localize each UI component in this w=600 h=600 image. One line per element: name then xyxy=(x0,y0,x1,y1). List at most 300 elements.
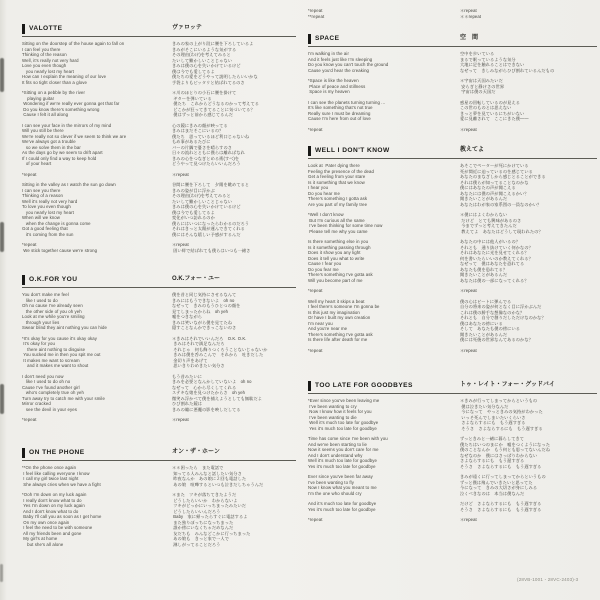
lyric-line: ＊repeat xyxy=(460,288,477,293)
lyric-line: あそこでペーターが死にかけている xyxy=(460,163,529,168)
stanza xyxy=(308,163,456,207)
lyric-line: それじゃ 何も飾りつくろうことないじゃないか xyxy=(172,346,268,352)
lyric-line: きみの家の上がり段に腰を下ろしているよ xyxy=(172,41,254,46)
lyric-line: All my friends been and gone xyxy=(22,530,82,536)
lyrics-ja xyxy=(460,8,597,19)
lyric-line: *Well I don't know xyxy=(308,212,344,217)
lyric-line: 僕は今でも愛してるよ xyxy=(172,68,215,74)
lyric-line: like I used to do oh no xyxy=(22,379,71,384)
lyric-line: Does it tell you what to write xyxy=(308,255,365,261)
lyric-line: It makes me want to scream xyxy=(22,357,80,363)
lyric-line: ＊repeat xyxy=(460,8,477,13)
lyric-line: 友だちも みんなどこかに行っちまった xyxy=(172,530,251,536)
lyric-line: And I don't understand why xyxy=(308,452,363,458)
lyric-line: but she's all alone xyxy=(22,541,64,547)
lyric-line: 今になって きみの大切さが身にしみる xyxy=(460,485,538,490)
lyric-line: *Sitting on a pebble by the river xyxy=(22,90,86,95)
lyric-line: 安らぎと静けさの世界 xyxy=(460,83,505,89)
lyric-line: see the devil in your eyes xyxy=(22,406,77,412)
lyric-line: ギターを弾いている xyxy=(172,95,212,101)
lyric-line: I can see your face in the mirrors of my mind xyxy=(22,122,112,128)
lyric-line: ＊宇宙は天国みたいだ xyxy=(460,78,503,83)
lyric-line: さよならするにも もう遅すぎる xyxy=(460,420,526,425)
lyric-line: Well it's much too late for goodbye xyxy=(308,420,379,425)
stanza xyxy=(22,374,170,413)
stanza xyxy=(172,417,309,423)
lyric-line: I've been wanting to fly xyxy=(308,479,354,485)
song-section-valotte xyxy=(22,24,296,253)
stanza xyxy=(308,299,456,343)
lyric-line: それとも 通り抜けていく何かなの？ xyxy=(460,244,533,250)
title-bar-icon xyxy=(22,448,25,458)
lyric-line: We're really not so clever if we seem to think we are xyxy=(22,133,127,139)
lyric-line: それとも 自分で創りだしただけなのかな？ xyxy=(460,315,546,320)
lyric-line: I feel like calling everyone I know xyxy=(22,470,90,476)
lyric-line: Now I know how it feels for you xyxy=(308,409,372,414)
lyric-line: Sitting in the valley as I watch the sun go down xyxy=(22,182,116,187)
stanza xyxy=(308,8,456,19)
stanza xyxy=(22,465,170,487)
title-bar-icon xyxy=(22,275,25,285)
lyrics-en xyxy=(308,8,456,19)
lyric-line: 知ってる人みんなと話したい気分さ xyxy=(172,470,242,476)
lyric-line: And we've been starting to lie xyxy=(308,441,367,447)
lyric-line: あなたは僕の一部になってくれる？ xyxy=(460,277,529,283)
lyric-line: 谷間に腰を下ろして 夕陽を眺めてると xyxy=(172,182,250,187)
lyric-line: 大地に足を触れることはできない xyxy=(460,62,525,67)
lyric-line: playing guitar xyxy=(22,95,55,101)
lyric-line: *It's okay for you cause it's okay okay xyxy=(22,335,98,341)
lyric-line: 僕のことなんか もう何とも思ってないんだね xyxy=(460,447,551,452)
lyric-line: it's coming from the sun xyxy=(22,231,74,237)
stanza xyxy=(22,336,170,369)
lyric-line: 僕にはあなたの声が聞こえる xyxy=(460,185,516,190)
lyrics-ja xyxy=(172,292,309,423)
lyric-line: 嘘をつきながら xyxy=(172,314,203,319)
lyric-line: 僕にはそんな嬉しい予感がするんだ xyxy=(172,231,241,237)
lyric-line: It's like something that's not true xyxy=(308,105,373,110)
lyric-line: 僕は今でも愛してるよ xyxy=(172,209,215,215)
stanza xyxy=(308,501,456,512)
lyric-line: ＊きみはそれでいいんだろ O.K. O.K. xyxy=(172,335,247,341)
lyrics-ja xyxy=(460,163,597,353)
title-bar-icon xyxy=(308,381,311,391)
stanza xyxy=(460,474,597,496)
lyric-line: もめ事があるたびに xyxy=(172,139,211,144)
lyric-line: I really don't know what to do xyxy=(22,497,82,503)
lyric-line: なぜなのか 僕にはさっぱりわからない xyxy=(460,452,538,458)
song-header xyxy=(308,34,597,47)
lyric-line: I call my girl twice last night xyxy=(22,476,79,481)
lyric-line: その理由(わけ)を考えてみると xyxy=(172,193,231,198)
song-title-en: VALOTTE xyxy=(29,25,63,32)
lyric-line: Is it something that we know xyxy=(308,179,365,185)
lyric-line: How can I explain the meaning of our love xyxy=(22,74,107,79)
lyric-line: Oh no cause I've already seen xyxy=(22,303,83,308)
stanza xyxy=(172,492,309,547)
stanza xyxy=(22,41,170,85)
lyric-line: だけど さよならするにも もう遅すぎる xyxy=(460,501,542,506)
stanza xyxy=(460,212,597,234)
stanza xyxy=(460,100,597,122)
lyric-line: It fits so tight closer than a glove xyxy=(22,79,87,85)
lyric-line: きみはまだそこにいるの？ xyxy=(172,128,224,133)
lyrics-en xyxy=(22,292,170,423)
lyric-line: Now it seems you don't care for me xyxy=(308,447,379,452)
lyric-line: きみは僕の心を失いかけているけど xyxy=(172,204,241,209)
song-header xyxy=(22,275,296,288)
lyric-line: We've always got a trouble xyxy=(22,139,76,144)
lyric-line: Well, it's really not very hard xyxy=(22,57,79,63)
lyric-line: 今になって やっときみの気持がわかった xyxy=(460,409,543,414)
lyric-line: I'm near you xyxy=(308,320,333,326)
lyric-line: ＊また ツキが落ちてきたようだ xyxy=(172,492,237,497)
lyric-line: And I don't know what to do xyxy=(22,508,79,514)
lyric-line: 僕は泣きたい気分なんだ xyxy=(460,403,509,409)
stanza xyxy=(172,182,309,237)
lyric-line: Space is my heaven xyxy=(308,89,350,94)
stanza xyxy=(172,465,309,487)
lyric-line: Swear blind they aint nothing you can hide xyxy=(22,325,107,330)
lyric-line: 僕には死後の世界なんてあるのかな？ xyxy=(460,337,533,342)
lyric-line: どうしたらいいんだろう xyxy=(172,508,221,514)
stanza xyxy=(308,398,456,431)
lyric-line: *repeat xyxy=(308,288,323,293)
lyric-line: ＊＊困ったら また電話で xyxy=(172,465,224,470)
lyric-line: 変化がいつ訪れるのか xyxy=(172,215,215,220)
lyric-line: Get a feeling from your stare xyxy=(308,174,366,179)
lyric-line: Cause I've found another girl xyxy=(22,384,80,390)
stanza xyxy=(22,172,170,178)
lyric-line: 僕たち 思っているほど利口じゃないね xyxy=(172,133,250,139)
lyric-line: 教えてよ あなたはどうして現われたの？ xyxy=(460,228,543,234)
lyrics-en xyxy=(22,465,170,547)
stanza xyxy=(308,212,456,234)
lyric-line: きみの瞳に悪魔の影を映しだしてる xyxy=(172,406,241,412)
song-section-space xyxy=(308,34,597,132)
song-header xyxy=(308,146,597,159)
catalog-number: (28VB-1001・28VC-2403)-3 xyxy=(517,577,579,582)
lyric-line: これは僕の勝手な想像なのかな？ xyxy=(460,309,525,315)
lyric-line: I don't need you now xyxy=(22,373,64,379)
lyric-line: その理由(わけ)を考えてみると xyxy=(172,52,231,57)
lyric-line: She always cries when we have a fight xyxy=(22,481,101,487)
lyric-line: There's something I've gotta ask xyxy=(308,272,373,277)
lyric-line: ＊repeat xyxy=(172,242,189,247)
lyric-line: 思いきりわめきたい気分さ xyxy=(172,363,225,368)
stanza xyxy=(460,127,597,133)
lyric-line: なぜって きしみながらひび割れているんだもの xyxy=(460,67,555,73)
lyric-line: I can feel you there xyxy=(22,46,61,52)
lyric-line: そして あなたも僕の傍にいる xyxy=(460,326,521,331)
lyrics-ja xyxy=(172,41,309,253)
lyrics-en xyxy=(308,51,456,132)
lyric-line: きみが遠くに行ってしまってからというもの xyxy=(460,474,546,479)
lyric-line: Will you still be there xyxy=(22,128,64,133)
lyric-line: Well it's really not very hard xyxy=(22,198,78,204)
title-bar-icon xyxy=(22,24,25,34)
lyric-line: あなたには僕の声が聞こえるかい？ xyxy=(460,190,529,196)
lyric-line: *Ooh I'm down on my luck again xyxy=(22,492,87,497)
lyric-line: Now I know what you meant to me xyxy=(308,485,377,490)
lyric-line: I'm walking in the air xyxy=(308,51,349,56)
lyric-line: ひび割れた鏡は xyxy=(172,401,203,406)
lyric-line: Do you fear me xyxy=(308,266,339,272)
stanza xyxy=(308,239,456,283)
lyric-line: さよならするにも もう遅すぎる xyxy=(460,458,525,463)
lyric-line: who's completely true oh yeh xyxy=(22,390,84,395)
lyric-line: the other side of you oh yeh xyxy=(22,308,82,314)
lyric-line: きみの心をつなぎとめる術(すべ)を xyxy=(172,155,240,161)
stanza xyxy=(308,51,456,73)
stanza xyxy=(308,517,456,523)
lyric-line: 僕らにはいつになったらわかるのだろう xyxy=(172,220,250,226)
lyric-line: きみは笑いながら僕を見てたね xyxy=(172,319,233,325)
lyric-line: きみは僕の心を失いかけているけど xyxy=(172,63,241,68)
lyric-line: I feel the need to be with someone xyxy=(22,525,93,530)
lyric-line: Is there something else in you xyxy=(308,239,369,244)
stanza xyxy=(460,288,597,294)
lyric-line: Or have I built my own creation xyxy=(308,315,371,320)
lyric-line: きみはそれで満足なんだろ xyxy=(172,341,225,346)
lyric-line: But I'm curious all the same xyxy=(308,217,365,223)
lyric-line: 隠すことなんかできっこないのさ xyxy=(172,325,237,330)
lyric-line: through your lies xyxy=(22,319,60,325)
lyric-line: **repeat xyxy=(308,13,325,19)
stanza xyxy=(460,299,597,343)
stanza xyxy=(460,163,597,207)
lyric-line: ステキな娘を見つけたからさ oh yeh xyxy=(172,390,246,395)
lyric-line: On my own once again xyxy=(22,519,70,525)
lyric-line: there aint nothing to disguise xyxy=(22,346,86,352)
stanza xyxy=(460,78,597,95)
lyric-line: Yes I'm down on my luck again xyxy=(22,503,85,508)
song-header xyxy=(22,448,296,461)
lyric-line: like I used to do xyxy=(22,297,58,303)
stanza xyxy=(22,417,170,423)
stanza xyxy=(172,374,309,413)
lyric-line: I can see you there xyxy=(22,187,61,193)
lyric-line: There's something I gotta ask xyxy=(308,196,368,201)
lyric-line: そうさ さよならするにも もう遅すぎる xyxy=(460,463,542,469)
lyric-line: なぜって 僕はあなたを恐れてる xyxy=(460,261,525,266)
song-title-ja: トゥ・レイト・フォー・グッドバイ xyxy=(460,382,555,388)
lyrics-en xyxy=(308,163,456,353)
lyric-line: 僕たち これからどうなるのかって考えてる xyxy=(172,101,260,106)
song-title-en: SPACE xyxy=(315,35,340,42)
lyric-line: Are you part of my family tree xyxy=(308,201,368,207)
lyric-line: ＊川のほとりの小石に腰を掛けて xyxy=(172,90,237,95)
lyric-line: It's okay for you xyxy=(22,341,55,346)
stanza xyxy=(460,8,597,19)
lyric-line: I've been wanting to cry xyxy=(308,403,357,409)
stanza xyxy=(172,90,309,118)
lyric-line: you nearly lost my heart xyxy=(22,209,74,215)
lyrics-en xyxy=(308,398,456,523)
lyric-line: それは僕らが知ってることなのかな xyxy=(460,179,529,185)
lyric-line: それはきっと太陽が運んできてくれる xyxy=(172,226,245,231)
lyric-line: *repeat xyxy=(308,347,323,353)
lyric-line: だけど とても興味があるのさ xyxy=(460,217,522,223)
lyric-line: I can see the planets turning turning ... xyxy=(308,99,386,105)
lyric-line: I hear you xyxy=(308,185,329,190)
stanza xyxy=(308,127,456,133)
lyric-line: *repeat xyxy=(22,242,37,247)
stanza xyxy=(22,492,170,547)
stanza xyxy=(460,436,597,469)
stanza xyxy=(22,292,170,331)
lyrics-en xyxy=(22,41,170,253)
lyric-line: あの娘 喧嘩するといつも泣きだしちゃうんだ xyxy=(172,481,264,487)
lyric-line: 僕たちはいつのまにか 嘘をつくようになった xyxy=(460,441,551,447)
lyric-line: Baby 家に帰ったらすぐに電話するよ xyxy=(172,514,248,519)
stanza xyxy=(308,436,456,469)
stanza xyxy=(460,239,597,283)
lyric-line: ＊repeat xyxy=(460,517,477,522)
lyric-line: Is this just my imagination xyxy=(308,309,360,315)
lyrics-ja xyxy=(460,398,597,523)
lyric-line: Look at Pater dying there xyxy=(308,163,360,168)
lyric-line: ＊きみが行ってしまってからというもの xyxy=(460,398,538,403)
lyric-line: When will we know xyxy=(22,215,60,220)
lyric-line: you nearly lost my heart xyxy=(22,68,74,74)
lyric-line: 聞きたいことがあるんだ xyxy=(460,331,508,337)
lyric-line: Got a good feeling that xyxy=(22,226,68,231)
lyric-line: ＊repeat xyxy=(460,347,477,353)
lyric-line: We stick together cause we're strong xyxy=(22,247,98,253)
lyric-line: Feeling the presence of the dead xyxy=(308,168,375,174)
song-title-en: O.K.FOR YOU xyxy=(29,276,78,283)
lyric-line: Do you know there's something wrong xyxy=(22,106,100,112)
title-bar-icon xyxy=(308,146,311,156)
lyric-line: 何を書いたらいいのか教えてくれる？ xyxy=(460,255,533,261)
song-header xyxy=(308,381,597,394)
lyric-line: あなたはわが家の家系図の一員なのかい？ xyxy=(460,201,542,207)
lyric-line: *Space is like the heaven xyxy=(308,78,359,83)
song-title-ja: 教えてよ xyxy=(460,147,485,153)
lyric-line: 心の鏡にきみの顔が映ってる xyxy=(172,122,228,128)
lyric-line: きみは僕を呑みこんで それから 吐きだした xyxy=(172,352,264,357)
lyric-line: あなたのまなざしから感じとることができる xyxy=(460,174,546,179)
lyric-line: Does it show you any light xyxy=(308,250,361,255)
lyric-line: たいして難かしいことじゃない xyxy=(172,198,233,204)
lyric-line: Cause I fear you xyxy=(308,261,342,266)
stanza xyxy=(308,78,456,95)
song-title-ja: 空 間 xyxy=(460,35,479,41)
lyric-line: もう昔みたいに xyxy=(172,373,203,379)
lyric-line: *repeat xyxy=(308,8,323,13)
lyric-line: Is there life after death for me xyxy=(308,337,368,342)
lyric-line: Cause I'm here from out of love xyxy=(308,116,371,121)
stanza xyxy=(460,501,597,512)
lyric-line: 愛に見離されて ここにきた僕―― xyxy=(460,116,529,121)
lyric-line: Cause I felt it all along xyxy=(22,112,69,117)
lyric-line: Yes it's much too late for goodbye xyxy=(308,506,376,512)
lyric-line: If I could only find a way to keep hold xyxy=(22,155,97,161)
stanza xyxy=(22,182,170,237)
lyric-line: And it feels just like I'm sleeping xyxy=(308,56,373,62)
lyric-line: Is it something passing through xyxy=(308,244,371,250)
song-title-ja: オン・ザ・ホーン xyxy=(172,449,220,455)
stanza xyxy=(22,123,170,167)
stanza xyxy=(172,336,309,369)
stanza xyxy=(460,398,597,431)
lyrics-ja xyxy=(460,51,597,132)
stanza xyxy=(308,100,456,122)
lyric-line: Well my heart it skips a beat xyxy=(308,298,365,304)
lyric-line: 固い絆で結ばれても僕らはいつも一緒さ xyxy=(172,247,251,253)
lyric-line: きみがそこにいるような気がする xyxy=(172,46,237,52)
lyric-line: and it makes me want to shout xyxy=(22,363,89,368)
stanza xyxy=(460,348,597,354)
stanza xyxy=(22,90,170,118)
stanza xyxy=(460,517,597,523)
lyric-line: それはあなたに光を見せてくれる？ xyxy=(460,250,529,255)
lyric-line: Really sure I must be dreaming xyxy=(308,110,371,116)
lyric-line: 淋しがってることだろう xyxy=(172,541,221,547)
lyrics-ja xyxy=(172,465,309,547)
lyric-line: *repeat xyxy=(308,126,323,132)
lyric-line: There's something I've gotta ask xyxy=(308,331,373,337)
stanza xyxy=(460,51,597,73)
lyric-line: Well it's much too late for goodbye xyxy=(308,458,377,463)
lyric-line: Baby I'll call you as soon as I get home xyxy=(22,514,102,519)
lyric-line: so we solve them in the bar xyxy=(22,144,81,150)
scan-edge-smudge xyxy=(0,384,4,414)
lyric-line: なぜって きみのもうひとつの顔を xyxy=(172,303,241,308)
scan-edge-smudge xyxy=(0,58,4,92)
lyric-line: Wondering if we're really ever gonna get that far xyxy=(22,101,120,106)
scan-edge-smudge xyxy=(0,222,4,252)
song-title-ja: O.K.フォー・ユー xyxy=(172,276,221,282)
lyric-line: Thinking of the reason xyxy=(22,52,67,57)
title-bar-icon xyxy=(308,34,311,44)
lyric-line: 日々の流れとともに僕らは離ればなれ xyxy=(172,150,245,155)
lyric-line: 昨夜なんか あの娘に２回も電話した xyxy=(172,476,247,481)
lyric-line: Love you even though xyxy=(22,63,67,68)
lyric-line: 宇宙は僕の天国だ xyxy=(460,89,496,94)
lyric-line: そうさ さよならするにも もう遅すぎる xyxy=(460,425,543,431)
lyric-line: Place of peace and stillness xyxy=(308,83,366,89)
stanza xyxy=(308,348,456,354)
lyric-line: 僕たちの愛をどうやって説明したらいいかな xyxy=(172,74,258,79)
lyric-line: 僕はずっと前から感じてるんだ xyxy=(172,112,234,117)
lyric-line: *repeat xyxy=(308,517,323,522)
lyric-line: あなたも僕を恐れてる？ xyxy=(460,266,508,272)
lyric-line: ツキがどっかにいっちまったみたいだ xyxy=(172,503,247,508)
song-section-well-i-dont-know xyxy=(308,146,597,353)
lyric-line: You don't make me feel xyxy=(22,292,69,297)
lyric-line: 泣くべきなのは 本当は僕なんだ xyxy=(460,490,525,496)
song-title-en: ON THE PHONE xyxy=(29,449,85,456)
lyric-line: *Ever since you've been leaving me xyxy=(308,398,380,403)
lyric-line: Thinking of a reason xyxy=(22,193,63,198)
lyric-line: My girl's at home xyxy=(22,536,58,541)
lyric-line: 微笑み浮かべて僕を捕えようとしても無駄だよ xyxy=(172,395,263,401)
lyric-line: Please tell me why you came xyxy=(308,228,368,234)
lyric-line: 聞きたいことがあるんだ xyxy=(460,272,508,277)
lyric-line: 空中を歩いている xyxy=(460,51,495,56)
song-header xyxy=(22,24,296,37)
lyric-line: ＊repeat xyxy=(172,417,189,422)
lyric-line: Sitting on the doorstep of the house again to fall on xyxy=(22,41,125,46)
lyric-line: To love you even though xyxy=(22,204,71,209)
lyric-line: いっそ死んでしまいたいくらいさ xyxy=(460,414,526,420)
lyric-line: 自分の将来の姿が何となく目に浮かぶんだ xyxy=(460,304,542,309)
lyric-line: Yes it's much too late for goodbye xyxy=(308,425,377,431)
song-title-en: WELL I DON'T KNOW xyxy=(315,147,390,154)
lyric-line: 僕はあなたの傍にいる xyxy=(460,320,503,326)
